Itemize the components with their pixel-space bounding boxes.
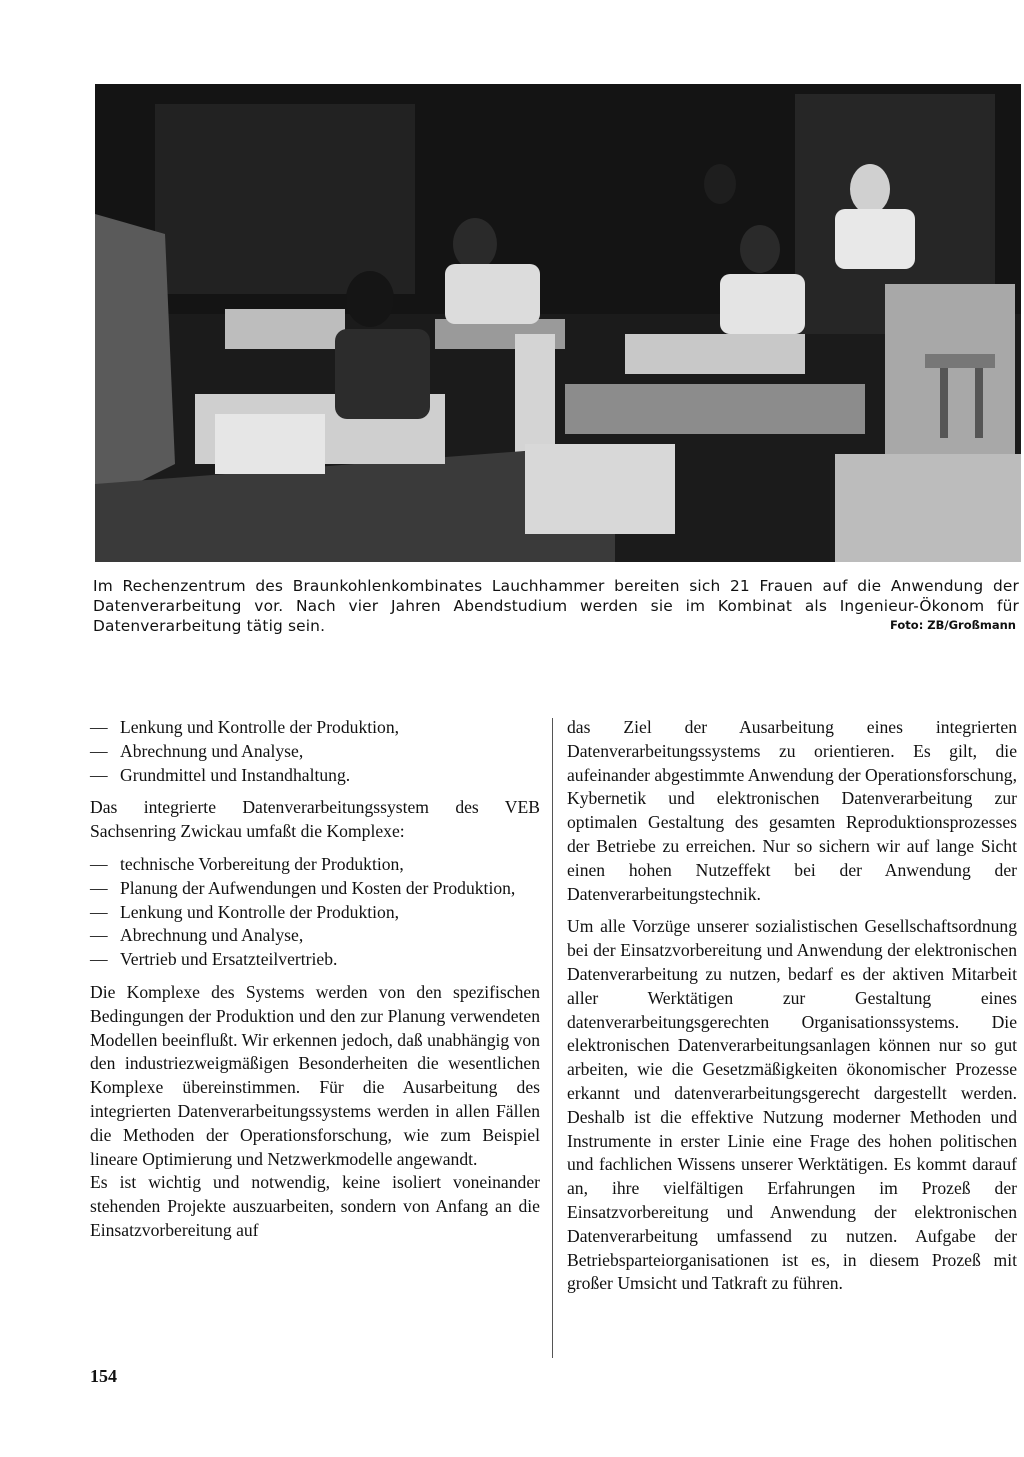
- list-item: — technische Vorbereitung der Produktion,: [90, 853, 404, 874]
- list-production-areas: [90, 716, 540, 787]
- list-item: — Grundmittel und Instandhaltung.: [90, 764, 351, 785]
- column-divider: [552, 718, 553, 1358]
- photo-scene-illustration: [95, 84, 1021, 562]
- list-item: — Abrechnung und Analyse,: [90, 740, 304, 761]
- list-item: — Lenkung und Kontrolle der Produktion,: [90, 901, 400, 922]
- paragraph: Es ist wichtig und notwendig, keine isoliert voneinander stehenden Projekte auszuarbeiten, sondern von Anfang an die Einsatzvorbereitung auf: [90, 1172, 540, 1240]
- list-item: — Abrechnung und Analyse,: [90, 925, 304, 946]
- paragraph: das Ziel der Ausarbeitung eines integrierten Datenverarbeitungssystems zu orientieren. Es gilt, die aufeinander abgestimmte Anwendung der Operationsforschung, Kybernetik und elektronischen Datenverarbeitung zur optimalen Gestaltung des gesamten Reproduktionsprozesses der Betriebe zu erreichen. Nur so sichern wir auf lange Sicht einen hohen Nutzeffekt bei der Anwendung der Datenverarbeitungstechnik.: [567, 717, 1017, 904]
- page-number: 154: [90, 1366, 117, 1386]
- left-column: [90, 716, 540, 1243]
- right-column: [567, 716, 1017, 1296]
- list-item: — Vertrieb und Ersatzteilvertrieb.: [90, 949, 338, 970]
- list-system-complexes: [90, 853, 540, 972]
- paragraph: Das integrierte Datenverarbeitungssystem des VEB Sachsenring Zwickau umfaßt die Komplexe:: [90, 797, 540, 842]
- photo-credit: Foto: ZB/Großmann: [890, 618, 1016, 632]
- list-item: — Lenkung und Kontrolle der Produktion,: [90, 717, 400, 737]
- photo-caption: Im Rechenzentrum des Braunkohlenkombinates Lauchhammer bereiten sich 21 Frauen auf die Anwendung der Datenverarbeitung vor. Nach vier Jahren Abendstudium werden sie im Kombinat als Ingenieur-Ökonom für Datenverarbeitung tätig sein.: [93, 577, 1019, 635]
- paragraph: Um alle Vorzüge unserer sozialistischen Gesellschaftsordnung bei der Einsatzvorbereitung und Anwendung der elektronischen Datenverarbeitung zu nutzen, bedarf es der aktiven Mitarbeit aller Werktätigen zur Gestaltung eines datenverarbeitungsgerechten Organisationssystems. Die elektronischen Datenverarbeitungsanlagen können nur so gut arbeiten, wie die Gesetzmäßigkeiten ökonomischer Prozesse erkannt und datenverarbeitungsgerecht dargestellt werden. Deshalb ist die effektive Nutzung moderner Methoden und Instrumente in erster Linie eine Frage des hohen politischen und fachlichen Wissens unserer Werktätigen. Es kommt darauf an, ihre vielfältigen Erfahrungen im Prozeß der Einsatzvorbereitung und Anwendung der elektronischen Datenverarbeitung umfassend zu nutzen. Aufgabe der Betriebsparteiorganisationen ist es, in diesem Prozeß mit großer Umsicht und Tatkraft zu führen.: [567, 916, 1017, 1294]
- paragraph: Die Komplexe des Systems werden von den spezifischen Bedingungen der Produktion und den zur Planung verwendeten Modellen beeinflußt. Wir erkennen jedoch, daß unabhängig von den industriezweigmäßigen Besonderheiten die wesentlichen Komplexe übereinstimmen. Für die Ausarbeitung des integrierten Datenverarbeitungssystems werden in allen Fällen die Methoden der Operationsforschung, wie zum Beispiel lineare Optimierung und Netzwerkmodelle angewandt.: [90, 981, 540, 1169]
- photo-computing-center: [95, 84, 1021, 562]
- list-item: — Planung der Aufwendungen und Kosten der Produktion,: [90, 877, 516, 898]
